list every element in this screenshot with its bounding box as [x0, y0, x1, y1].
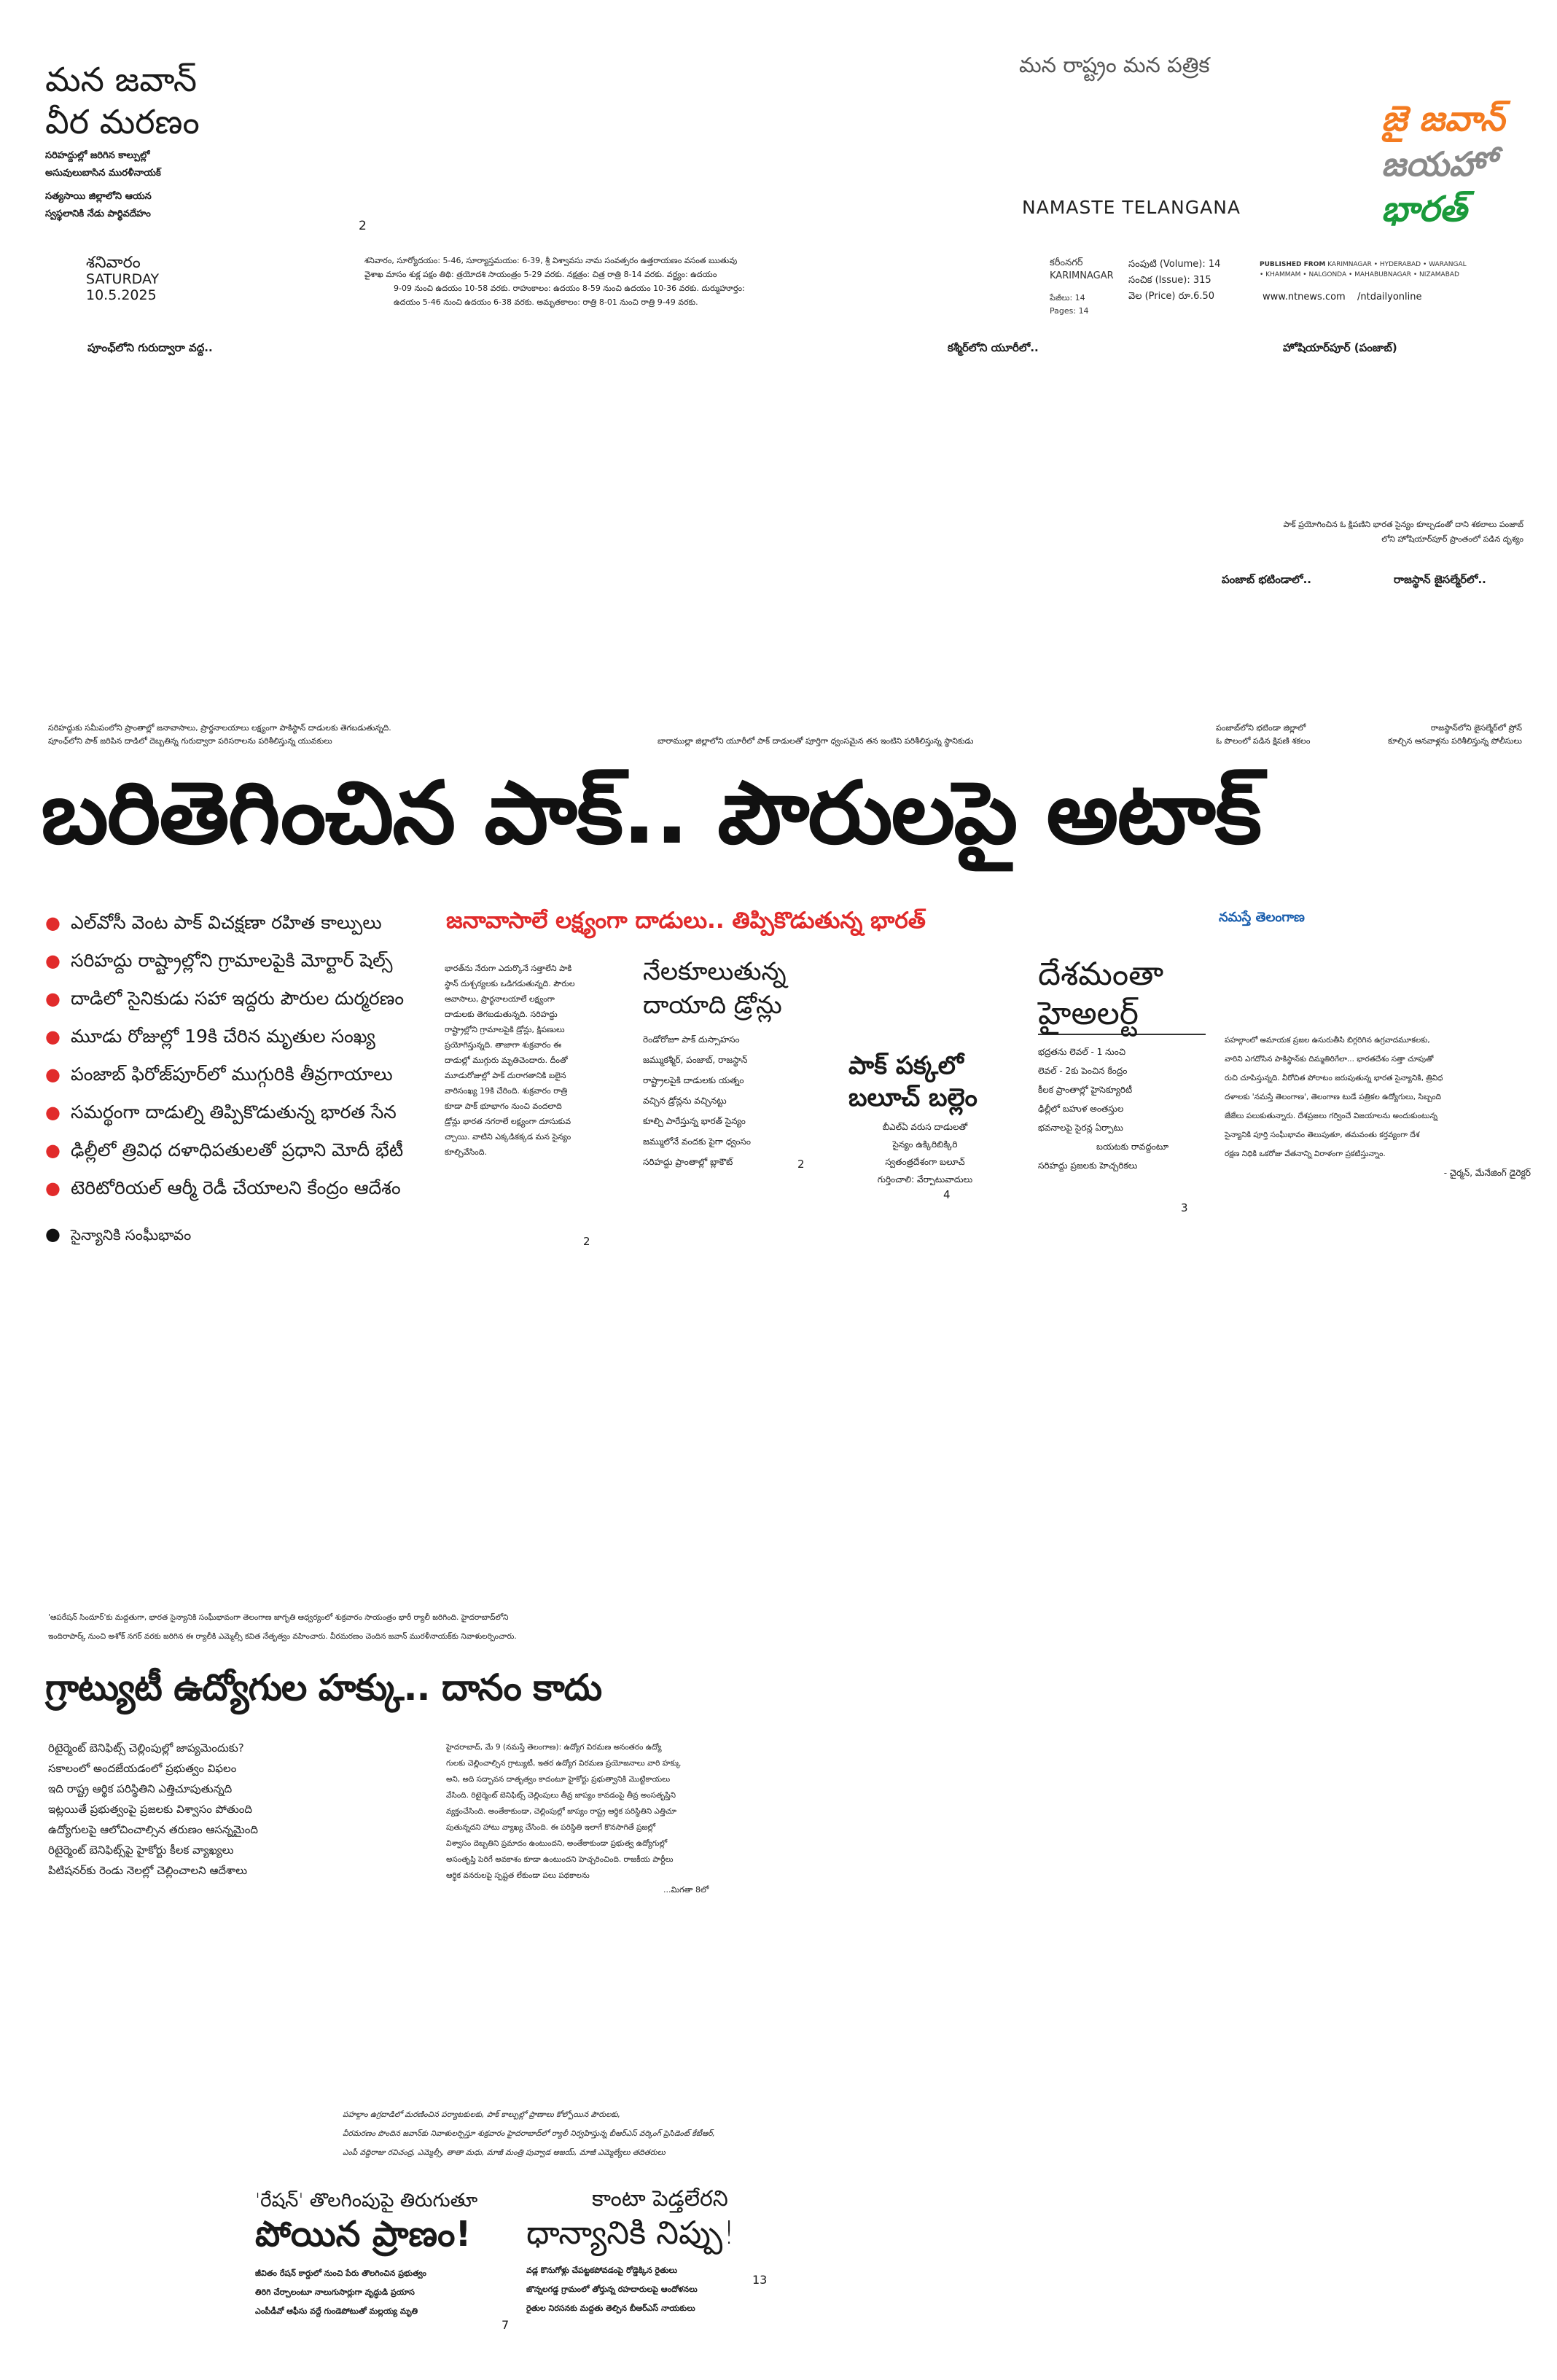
- lead-bullets: [45, 904, 439, 1254]
- text-line: విశ్వాసం దెబ్బతిని ప్రమాదం ఉంటుందని, అంతేకాకుండా ప్రభుత్వ ఉద్యోగుల్లో: [446, 1839, 668, 1848]
- price: వెల (Price) రూ.6.50: [1128, 291, 1215, 302]
- caption-punjab: పంజాబ్ భటిండాలో..: [1222, 573, 1311, 586]
- text-line: జమ్ములోనే వందకు పైగా ధ్వంసం: [643, 1136, 751, 1147]
- text-line: ఇట్లయితే ప్రభుత్వంపై ప్రజలకు విశ్వాసం పోతుంది: [48, 1803, 252, 1816]
- lead-headline: బరితెగించిన పాక్.. పౌరులపై అటాక్: [41, 762, 1261, 863]
- left-title-1: మన జవాన్: [45, 60, 198, 99]
- text-line: బయటకు రావద్దంటూ: [1096, 1142, 1169, 1152]
- ration-title-1: 'రేషన్' తొలగింపుపై తిరుగుతూ: [255, 2190, 478, 2212]
- caption-baramulla-desc: బారాముల్లా జిల్లాలోని యూరీలో పాక్ దాడులతో పూర్తిగా ధ్వంసమైన తన ఇంటిని పరిశీలిస్తున్న స్థానికుడు: [657, 736, 974, 746]
- caption-jaisalmer-desc: [1376, 722, 1522, 748]
- text-line: దాడులకు తెగబడుతున్నది. సరిహద్దు: [445, 1010, 558, 1019]
- rally-line-2: ఇందిరాపార్క్ నుంచి అశోక్ నగర్ వరకు జరిగిన ఈ ర్యాలీకి ఎమ్మెల్సీ కవిత నేతృత్వం వహించారు. వీరమరణం చెందిన జవాన్ మురళీనాయక్‌కు నివాళులర్పించారు.: [48, 1632, 517, 1641]
- text-line: రెండోరోజూ పాక్ దుస్సాహసం: [643, 1034, 740, 1045]
- bullet-item: [45, 1056, 439, 1093]
- logo-line-3: భారత్: [1381, 189, 1467, 230]
- jaisalmer-desc-2: కూల్చిన ఆనవాళ్లను పరిశీలిస్తున్న పోలీసులు: [1388, 736, 1522, 746]
- left-sub-3: సత్యసాయి జిల్లాలోని ఆయన: [45, 191, 152, 202]
- dateline: [86, 255, 159, 303]
- text-line: టెరిటోరియల్ ఆర్మీ రెడీ చేయాలని కేంద్రం ఆదేశం: [70, 1177, 401, 1198]
- text-line: ఎల్‌వోసీ వెంట పాక్ విచక్షణా రహిత కాల్పులు: [70, 912, 382, 933]
- bullet-dot-icon: ●: [45, 1102, 61, 1123]
- drones-ref: 2: [797, 1158, 805, 1171]
- edition-telugu: కరీంనగర్: [1050, 257, 1083, 268]
- bullet-dot-icon: ●: [45, 1064, 61, 1085]
- panchangam: [364, 254, 875, 309]
- text-line: వేసింది. రిటైర్మెంట్ బెనిఫిట్స్ చెల్లింపులు తీవ్ర జాప్యం కావడంపై తీవ్ర అంసతృప్తిని: [446, 1791, 676, 1800]
- paper-name: NAMASTE TELANGANA: [1022, 197, 1241, 218]
- caption-poonch-desc: [48, 722, 602, 748]
- logo-line-1: జై జవాన్: [1381, 98, 1505, 139]
- text-line: వారిసంఖ్య 19కి చేరింది. శుక్రవారం రాత్రి: [445, 1086, 568, 1096]
- bullet-item: [45, 1131, 439, 1169]
- text-line: వారిని ఎగదోసిన పాకిస్థాన్‌కు దిమ్మతిరిగేలా... భారతదేశం సత్తా చూపుతో: [1225, 1055, 1434, 1064]
- text-line: ఢిల్లీలో త్రివిధ దళాధిపతులతో ప్రధాని మోదీ భేటీ: [70, 1139, 404, 1160]
- panchangam-line: 9-09 నుంచి ఉదయం 10-58 వరకు. రాహుకాలం: ఉదయం 8-59 నుంచి ఉదయం 10-36 వరకు. దుర్ముహూర్తం:: [394, 284, 745, 293]
- text-line: దాడుల్లో ముగ్గురు మృతిచెందారు. దీంతో: [445, 1056, 568, 1065]
- text-line: ఇది రాష్ట్ర ఆర్థిక పరిస్థితిని ఎత్తిచూపుతున్నది: [48, 1782, 233, 1795]
- text-line: వడ్ల కొనుగోళ్లు చేపట్టకపోవడంపై రోడ్డెక్కిన రైతులు: [526, 2266, 678, 2275]
- panchangam-line: ఉదయం 5-46 నుంచి ఉదయం 6-38 వరకు. అమృతకాలం: రాత్రి 8-01 నుంచి రాత్రి 9-49 వరకు.: [394, 297, 698, 307]
- text-line: జొన్నలగడ్డ గ్రామంలో తోర్తున్న రహదారులపై ఆందోళనలు: [526, 2285, 698, 2294]
- poonch-desc-1: సరిహద్దుకు సమీపంలోని ప్రాంతాల్లో జనావాసాలు, ప్రార్థనాలయాలు లక్ష్యంగా పాకిస్థాన్ దాడులకు తెగబడుతున్నది.: [48, 723, 391, 733]
- text-line: గుర్తించాలి: వేర్పాటువాదులు: [877, 1174, 973, 1185]
- text-line: కీలక ప్రాంతాల్లో హైసెక్యూరిటీ: [1038, 1085, 1133, 1095]
- pages-english: Pages: 14: [1050, 306, 1089, 316]
- logo-line-2: జయహో: [1381, 144, 1495, 184]
- text-line: సరిహద్దు ప్రాంతాల్లో బ్లాకౌట్: [643, 1157, 733, 1167]
- text-line: ఆవాసాలు, ప్రార్థనాలయాలే లక్ష్యంగా: [445, 994, 555, 1004]
- lead-byline: నమస్తే తెలంగాణ: [1219, 910, 1305, 925]
- text-line: భద్రతను లెవల్ - 1 నుంచి: [1038, 1047, 1126, 1057]
- text-line: చ్చాయి. వాటిని ఎక్కడికక్కడ మన సైన్యం: [445, 1132, 571, 1142]
- bullet-item: [45, 1169, 439, 1207]
- date: 10.5.2025: [86, 287, 157, 303]
- logo: [1381, 96, 1542, 232]
- kanta-title-2: ధాన్యానికి నిప్పు!: [526, 2215, 735, 2252]
- caption-bhatinda-desc: [1216, 722, 1310, 748]
- gratuity-points: [48, 1738, 442, 1881]
- text-line: రాష్ట్రాల్లోని గ్రామాలపైకి డ్రోన్లు, క్షిపణులు: [445, 1025, 565, 1034]
- bhatinda-desc-1: పంజాబ్‌లోని భటిండా జిల్లాలో: [1216, 723, 1306, 733]
- text-line: జేజేలు పలుకుతున్నారు. దేశప్రజలు గర్వించే విజయాలను అందుకుంటున్న: [1225, 1112, 1438, 1120]
- text-line: కూడా పాక్ భూభాగం నుంచి వందలాది: [445, 1101, 562, 1111]
- text-line: అసంతృప్తి పెరిగే అవకాశం కూడా ఉంటుందని హెచ్చరించింది. రాజకీయ పార్టీలు: [446, 1855, 674, 1864]
- day-telugu: శనివారం: [86, 254, 141, 272]
- website-link[interactable]: www.ntnews.com: [1263, 292, 1346, 303]
- text-line: పుతున్నదని హాటు వ్యాఖ్య చేసింది. ఈ పరిస్థితి ఇలాగే కొనసాగితే ప్రజల్లో: [446, 1823, 656, 1832]
- drones-title-2: దాయాది డ్రోన్లు: [643, 991, 782, 1020]
- text-line: రుచి చూపిస్తున్నది. వీరోచిత పోరాటం జరుపుతున్న భారత సైన్యానికి, త్రివిధ: [1225, 1074, 1443, 1082]
- story-baloch: [848, 1050, 1002, 1188]
- hoshiarpur-desc-1: పాక్ ప్రయోగించిన ఓ క్షిపణిని భారత సైన్యం కూల్చడంతో దాని శకలాలు పంజాబ్: [1283, 520, 1523, 529]
- kanta-ref: 13: [752, 2273, 768, 2287]
- text-line: సకాలంలో అందజేయడంలో ప్రభుత్వం విఫలం: [48, 1762, 237, 1775]
- gratuity-headline: గ్రాట్యుటీ ఉద్యోగుల హక్కు.. దానం కాదు: [45, 1666, 602, 1709]
- published-from: [1260, 260, 1551, 280]
- volume: సంపుటి (Volume): 14: [1128, 259, 1221, 270]
- text-line: సమర్థంగా దాడుల్ని తిప్పికొడుతున్న భారత సేన: [70, 1101, 397, 1123]
- bullet-item: [45, 1216, 439, 1254]
- published-from-cities-2: • KHAMMAM • NALGONDA • MAHABUBNAGAR • NIZAMABAD: [1260, 271, 1459, 278]
- alert-title-2: హైఅలర్ట్: [1038, 994, 1206, 1035]
- text-line: సైన్యం ఉక్కిరిబిక్కిరి: [892, 1139, 958, 1150]
- text-line: సరిహద్దు రాష్ట్రాల్లోని గ్రామాలపైకి మోర్టార్ షెల్స్: [70, 950, 393, 971]
- alert-title-1: దేశమంతా: [1038, 956, 1164, 993]
- text-line: ఎంపీడీవో ఆఫీసు వద్దే గుండెపోటుతో మల్లయ్య మృతి: [255, 2306, 418, 2316]
- text-line: ఉద్యోగులపై ఆలోచించాల్సిన తరుణం ఆసన్నమైంది: [48, 1823, 258, 1836]
- text-line: స్థాన్ దుశ్చర్యలకు ఒడిగడుతున్నది. పౌరుల: [445, 979, 575, 988]
- text-line: భవనాలపై సైరన్ల ఏర్పాటు: [1038, 1123, 1123, 1133]
- story-ration: [255, 2188, 518, 2321]
- text-line: సైన్యానికి పూర్తి సంఘీభావం తెలుపుతూ, తమవంతు కర్తవ్యంగా దేశ: [1225, 1131, 1420, 1139]
- bhatinda-desc-2: ఓ పొలంలో పడిన క్షిపణి శకలం: [1216, 736, 1311, 746]
- panchangam-line: శనివారం, సూర్యోదయం: 5-46, సూర్యాస్తమయం: 6-39, శ్రీ విశ్వావసు నామ సంవత్సరం ఉత్తరాయణం వసంత ఋతువు: [364, 256, 738, 265]
- pahalgam-line: ఎంపీ వద్దిరాజు రవిచంద్ర, ఎమ్మెల్సీ, తాతా మధు, మాజీ మంత్రి పువ్వాడ అజయ్, మాజీ ఎమ్మెల్యేలు తదితరులు: [343, 2148, 666, 2157]
- story-drones: [643, 955, 862, 1172]
- text-line: హైదరాబాద్, మే 9 (నమస్తే తెలంగాణ): ఉద్యోగ విరమణ అనంతరం ఉద్యో: [446, 1743, 662, 1752]
- bullet-dot-icon: ●: [45, 1026, 61, 1047]
- day-english: SATURDAY: [86, 271, 160, 287]
- gratuity-continued: ...మిగతా 8లో: [663, 1885, 709, 1895]
- text-line: మూడు రోజుల్లో 19కి చేరిన మృతుల సంఖ్య: [70, 1026, 375, 1047]
- panchangam-line: వైశాఖ మాసం శుక్ల పక్షం తిథి: త్రయోదశి సాయంత్రం 5-29 వరకు. నక్షత్రం: చిత్ర రాత్రి 8-14 వరకు. వర్జ్యం: ఉదయం: [364, 270, 717, 279]
- edition-info: [1050, 257, 1114, 318]
- left-page-ref: 2: [359, 219, 367, 233]
- left-sub-4: స్వస్థలానికి నేడు పార్థివదేహం: [45, 208, 151, 219]
- volume-info: [1128, 257, 1220, 305]
- rally-caption: [48, 1608, 792, 1646]
- bullet-dot-icon: ●: [45, 951, 61, 971]
- story-kanta: [526, 2185, 796, 2318]
- pahalgam-line: వీరమరణం పొందిన జవాన్‌కు నివాళులర్పిస్తూ శుక్రవారం హైదరాబాద్‌లో ర్యాలీ నిర్వహిస్తున్న బీఆర్ఎస్ వర్కింగ్ ప్రెసిడెంట్ కేటీఆర్,: [343, 2129, 715, 2138]
- ration-title-2: పోయిన ప్రాణం!: [255, 2214, 472, 2255]
- text-line: దాడిలో సైనికుడు సహా ఇద్దరు పౌరుల దుర్మరణం: [70, 988, 405, 1009]
- text-line: భారత్‌ను నేరుగా ఎదుర్కొనే సత్తాలేని పాకి: [445, 964, 572, 973]
- editorial-signature: - చైర్మన్, మేనేజింగ్ డైరెక్టర్: [1443, 1168, 1531, 1178]
- ration-ref: 7: [502, 2318, 510, 2332]
- text-line: దళాలకు 'నమస్తే తెలంగాణ', తెలంగాణ టుడే పత్రికల ఉద్యోగులు, సిబ్బంది: [1225, 1093, 1442, 1101]
- text-line: జమ్ముకశ్మీర్, పంజాబ్, రాజస్థాన్: [643, 1055, 748, 1065]
- poonch-desc-2: పూంఛ్‌లోని పాక్ జరిపిన దాడిలో దెబ్బతిన్న గురుద్వారా పరిసరాలను పరిశీలిస్తున్న యువకులు: [48, 736, 332, 746]
- editorial-box: [1225, 1031, 1531, 1182]
- lead-body-ref: 2: [583, 1235, 590, 1248]
- jaisalmer-desc-1: రాజస్థాన్‌లోని జైసల్మేర్‌లో ప్రోన్: [1430, 723, 1522, 733]
- gratuity-body: [446, 1739, 795, 1884]
- story-alert: [1038, 955, 1206, 1175]
- text-line: జీవితం రేషన్ కార్డులో నుంచి పేరు తొలగించిన ప్రభుత్వం: [255, 2268, 426, 2278]
- text-line: పంజాబ్ ఫిరోజ్‌పూర్‌లో ముగ్గురికి తీవ్రగాయాలు: [70, 1064, 393, 1085]
- text-line: ప్రయోగిస్తున్నది. తాజాగా శుక్రవారం ఈ: [445, 1040, 561, 1050]
- baloch-title-2: బలూచ్ బల్లెం: [848, 1083, 977, 1112]
- published-from-label: PUBLISHED FROM: [1260, 261, 1326, 268]
- left-sub-1: సరిహద్దుల్లో జరిగిన కాల్పుల్లో: [45, 150, 150, 161]
- text-line: వచ్చిన డ్రోన్లను వచ్చినట్టు: [643, 1096, 727, 1106]
- bullet-dot-icon: ●: [45, 1224, 61, 1244]
- baloch-title-1: పాక్ పక్కలో: [848, 1051, 964, 1080]
- text-line: కూల్చివేసింది.: [445, 1147, 488, 1157]
- text-line: రిటైర్మెంట్ బెనిఫిట్స్‌పై హైకోర్టు కీలక వ్యాఖ్యలు: [48, 1843, 234, 1857]
- caption-kashmir: కశ్మీర్‌లోని యూరీలో..: [948, 341, 1039, 354]
- issue: సంచిక (Issue): 315: [1128, 275, 1211, 286]
- bullet-dot-icon: ●: [45, 913, 61, 933]
- pahalgam-caption: [343, 2105, 795, 2162]
- text-line: మూడురోజుల్లో పాక్ దురాగతానికి బలైన: [445, 1071, 566, 1080]
- published-from-cities-1: KARIMNAGAR • HYDERABAD • WARANGAL: [1327, 261, 1467, 268]
- lead-body: [445, 961, 590, 1160]
- bullet-dot-icon: ●: [45, 1178, 61, 1198]
- text-line: లెవల్ - 2కు పెంచిన కేంద్రం: [1038, 1066, 1128, 1076]
- text-line: బీఎల్ఏ వరుస దాడులతో: [882, 1122, 968, 1132]
- text-line: పహల్గాంలో అమాయక ప్రజల ఉసురుతీసి బిగ్గరిగిన ఉగ్రవాదమూకలకు,: [1225, 1036, 1430, 1045]
- caption-hoshiarpur: హోషియార్‌పూర్ (పంజాబ్): [1283, 341, 1397, 354]
- baloch-ref: 4: [943, 1188, 951, 1201]
- text-line: ఆర్థిక వనరులపై స్పష్టత లేకుండా పలు పథకాలను: [446, 1871, 590, 1880]
- text-line: కూల్చి పారేస్తున్న భారత్ సైన్యం: [643, 1116, 746, 1126]
- bullet-item: [45, 904, 439, 942]
- text-line: స్వతంత్రదేశంగా బలూచ్: [885, 1157, 965, 1167]
- masthead-left: [45, 58, 264, 223]
- drones-title-1: నేలకూలుతున్న: [643, 957, 787, 986]
- kanta-title-1: కాంటా పెడ్తలేరని: [592, 2186, 728, 2212]
- text-line: పిటిషనర్‌కు రెండు నెలల్లో చెల్లించాలని ఆదేశాలు: [48, 1864, 248, 1877]
- text-line: డ్రోన్లు భారత నగరాలే లక్ష్యంగా దూసుకువ: [445, 1117, 571, 1126]
- text-line: రాష్ట్రాలపైకి దాడులకు యత్నం: [643, 1075, 744, 1085]
- text-line: రక్షణ నిధికి ఒకరోజు వేతనాన్ని విరాళంగా ప్రకటిస్తున్నాం.: [1225, 1150, 1386, 1158]
- lead-subheadline: జనావాసాలే లక్ష్యంగా దాడులు.. తిప్పికొడుతున్న భారత్: [446, 908, 926, 934]
- bullet-item: [45, 942, 439, 980]
- pahalgam-line: పహల్గాం ఉగ్రదాడిలో మరణించిన పర్యాటకులకు, పాక్ కాల్పుల్లో ప్రాణాలు కోల్పోయిన పౌరులకు,: [343, 2110, 620, 2119]
- bullet-dot-icon: ●: [45, 1140, 61, 1160]
- text-line: ఢిల్లీలో బహుళ అంతస్తుల: [1038, 1104, 1124, 1114]
- alert-ref: 3: [1181, 1201, 1188, 1214]
- pages-telugu: పేజీలు: 14: [1050, 293, 1085, 303]
- caption-rajasthan: రాజస్థాన్ జైసల్మేర్‌లో..: [1394, 573, 1486, 586]
- caption-hoshiarpur-desc: [1188, 518, 1523, 547]
- left-sub-2: అసువులుబాసిన మురళీనాయక్: [45, 168, 161, 179]
- bullet-item: [45, 980, 439, 1018]
- edition-english: KARIMNAGAR: [1050, 270, 1114, 281]
- left-title-2: వీర మరణం: [45, 102, 200, 141]
- text-line: రిటైర్మెంట్ బెనిఫిట్స్ చెల్లింపుల్లో జాప్యమెందుకు?: [48, 1741, 244, 1755]
- social-handle[interactable]: /ntdailyonline: [1357, 292, 1422, 303]
- text-line: తిరిగి చేర్చాలంటూ నాలుగుసార్లుగా వృద్ధుడి ప్రయాస: [255, 2287, 415, 2297]
- bullet-item: [45, 1018, 439, 1056]
- rally-line-1: 'ఆపరేషన్ సిందూర్'కు మద్దతుగా, భారత సైన్యానికి సంఘీభావంగా తెలంగాణ జాగృతి ఆధ్వర్యంలో శుక్రవారం సాయంత్రం భారీ ర్యాలీ జరిగింది. హైదరాబాద్‌లోని: [48, 1613, 509, 1622]
- text-line: సరిహద్దు ప్రజలకు హెచ్చరికలు: [1038, 1160, 1138, 1171]
- text-line: సైన్యానికి సంఘీభావం: [70, 1226, 192, 1244]
- hoshiarpur-desc-2: లోని హోషియార్‌పూర్ ప్రాంతంలో పడిన దృశ్యం: [1381, 534, 1523, 544]
- text-line: గులకు చెల్లించాల్సిన గ్రాట్యుటీ, ఇతర ఉద్యోగ విరమణ ప్రయోజనాలు వారి హక్కు: [446, 1759, 681, 1768]
- text-line: రైతుల నిరసనకు మద్దతు తెల్పిన బీఆర్ఎస్ నాయకులు: [526, 2303, 695, 2313]
- bullet-item: [45, 1093, 439, 1131]
- slogan: మన రాష్ట్రం మన పత్రిక: [1019, 52, 1210, 77]
- caption-poonch: పూంఛ్‌లోని గురుద్వారా వద్ద..: [87, 341, 213, 354]
- text-line: వ్యక్తంచేసింది. అంతేకాకుండా, చెల్లింపుల్లో జాప్యం రాష్ట్ర ఆర్థిక పరిస్థితిని ఎత్తిచూ: [446, 1807, 677, 1816]
- bullet-dot-icon: ●: [45, 988, 61, 1009]
- text-line: అని, అది సద్భావన దాతృత్వం కాదంటూ హైకోర్టు ప్రభుత్వానికి మొట్టికాయలు: [446, 1775, 671, 1784]
